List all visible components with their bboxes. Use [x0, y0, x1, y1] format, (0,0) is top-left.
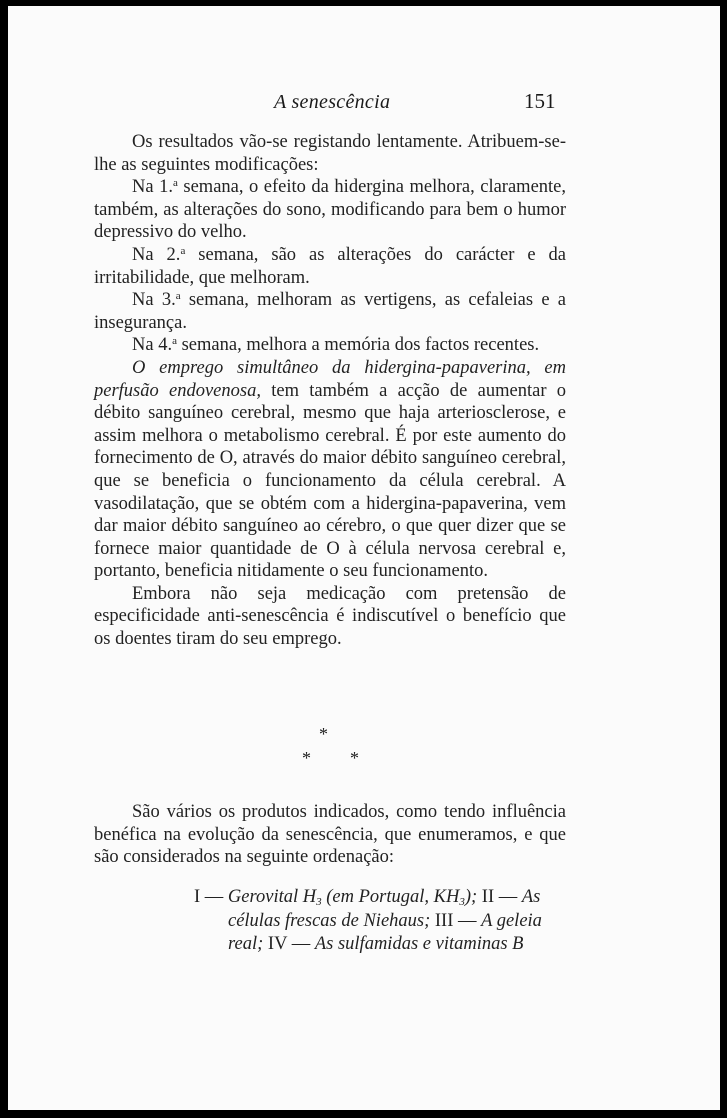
paragraph: Na 4.$^a$ semana, melhora a memória dos factos recentes. [132, 335, 540, 356]
paragraph: Embora não seja medicação com pretensão de especificidade anti-senescência é indiscutível o benefício que os doentes tiram do seu emprego. [94, 583, 566, 650]
list-line: real; IV — As sulfamidas e vitaminas B [228, 934, 524, 954]
product-list [188, 886, 568, 957]
section-two-text [94, 801, 566, 869]
book-page [8, 6, 720, 1110]
section-separator [8, 724, 720, 772]
paragraph: Na 3.$^a$ semana, melhoram as vertigens, as cefaleias e a insegurança. [94, 290, 567, 333]
paragraph: Na 2.$^a$ semana, são as alterações do carácter e da irritabilidade, que melhoram. [94, 244, 566, 288]
list-line: células frescas de Niehaus; III — A geleia [228, 910, 542, 931]
paragraph: O emprego simultâneo da hidergina-papaverina, em perfusão endovenosa, tem também a acção de aumentar o débito sanguíneo cerebral, mesmo que haja arteriosclerose, e assim melhora o metabolismo cerebral. É por este aumento do fornecimento de O, através do maior débito sanguíneo cerebral, que se beneficia o funcionamento da célula cerebral. A vasodilatação, que se obtém com a hidergina-papaverina, vem dar maior débito sanguíneo ao cérebro, o que quer dizer que se fornece maior quantidade de O à célula nervosa cerebral e, portanto, beneficia nitidamente o seu funcionamento. [94, 357, 566, 582]
running-title: A senescência [274, 91, 391, 113]
asterisk-left: * [302, 748, 311, 768]
asterisk-top: * [319, 724, 328, 744]
page-number: 151 [524, 89, 556, 113]
page-header [8, 91, 720, 121]
asterisk-right: * [350, 748, 359, 768]
main-text [94, 131, 566, 651]
list-line: I — Gerovital $H_3$ (em Portugal, $KH_3$); II — As [194, 887, 541, 908]
paragraph: Os resultados vão-se registando lentamente. Atribuem-se-lhe as seguintes modificações: [94, 132, 566, 175]
paragraph: São vários os produtos indicados, como tendo influência benéfica na evolução da senescência, que enumeramos, e que são considerados na seguinte ordenação: [94, 802, 566, 868]
paragraph: Na 1.$^a$ semana, o efeito da hidergina melhora, claramente, também, as alterações do sono, modificando para bem o humor depressivo do velho. [94, 177, 567, 243]
